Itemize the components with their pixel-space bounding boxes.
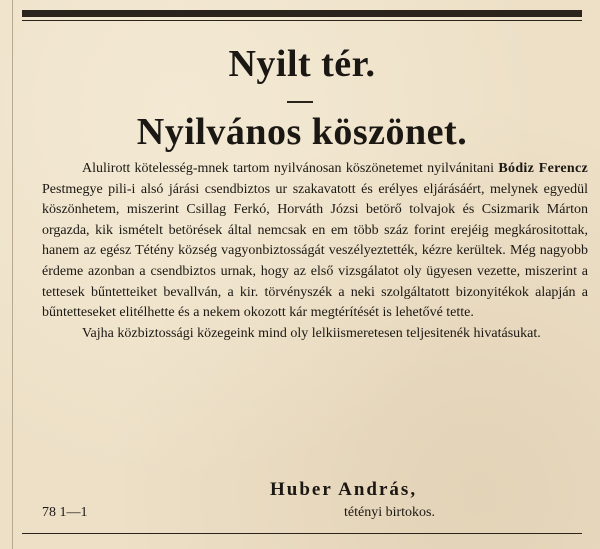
title-separator: [287, 101, 313, 103]
article-body: [42, 159, 588, 344]
paragraph-1-after: Pestmegye pili-i alsó járási csendbiztos ur szakavatott és erélyes eljárásáért, melynek egyedül köszönhetem, miszerint Csillag Ferkó, Horváth Józsi betörő tolvajok és Csizmarik Márton orgazda, kik ismételt betörések által nemcsak en em több száz forint erejéig megkárositottak, hanem az egész Tétény község vagyonbiztosságát veszélyeztették, kézre kerültek. Még nagyobb érdeme azonban a csendbiztos urnak, hogy az első vizsgálatot oly ügyesen vezette, miszerint a tettesek bűntetteiket bevallván, a kir. törvényszék a neki szolgáltatott bizonyitékok alapján a bűntetteseket elitélhette és a nekem okozott kár megtérítését is lehetővé tette.: [42, 181, 588, 321]
title-separator-text: [0, 0, 1, 1]
bottom-rule: [22, 533, 582, 534]
paragraph-1: [42, 159, 588, 324]
column-rule: [12, 0, 13, 549]
paragraph-2: Vajha közbiztossági közegeink mind oly lelkiismeretesen teljesitenék hivatásukat.: [82, 325, 541, 341]
ad-number: 78 1—1: [42, 505, 88, 520]
section-title: Nyilt tér.: [228, 43, 376, 85]
top-thin-rule: [22, 20, 582, 21]
top-thick-rule: [22, 10, 582, 17]
signature-name: Huber András,: [270, 479, 418, 500]
honoree-name: Bódiz Ferencz: [498, 161, 588, 176]
paragraph-1-before: Alulirott kötelesség-mnek tartom nyilvánosan köszönetemet nyilvánitani: [82, 161, 499, 176]
signature-title: tétényi birtokos.: [344, 505, 435, 520]
article-title: Nyilvános köszönet.: [136, 111, 468, 153]
